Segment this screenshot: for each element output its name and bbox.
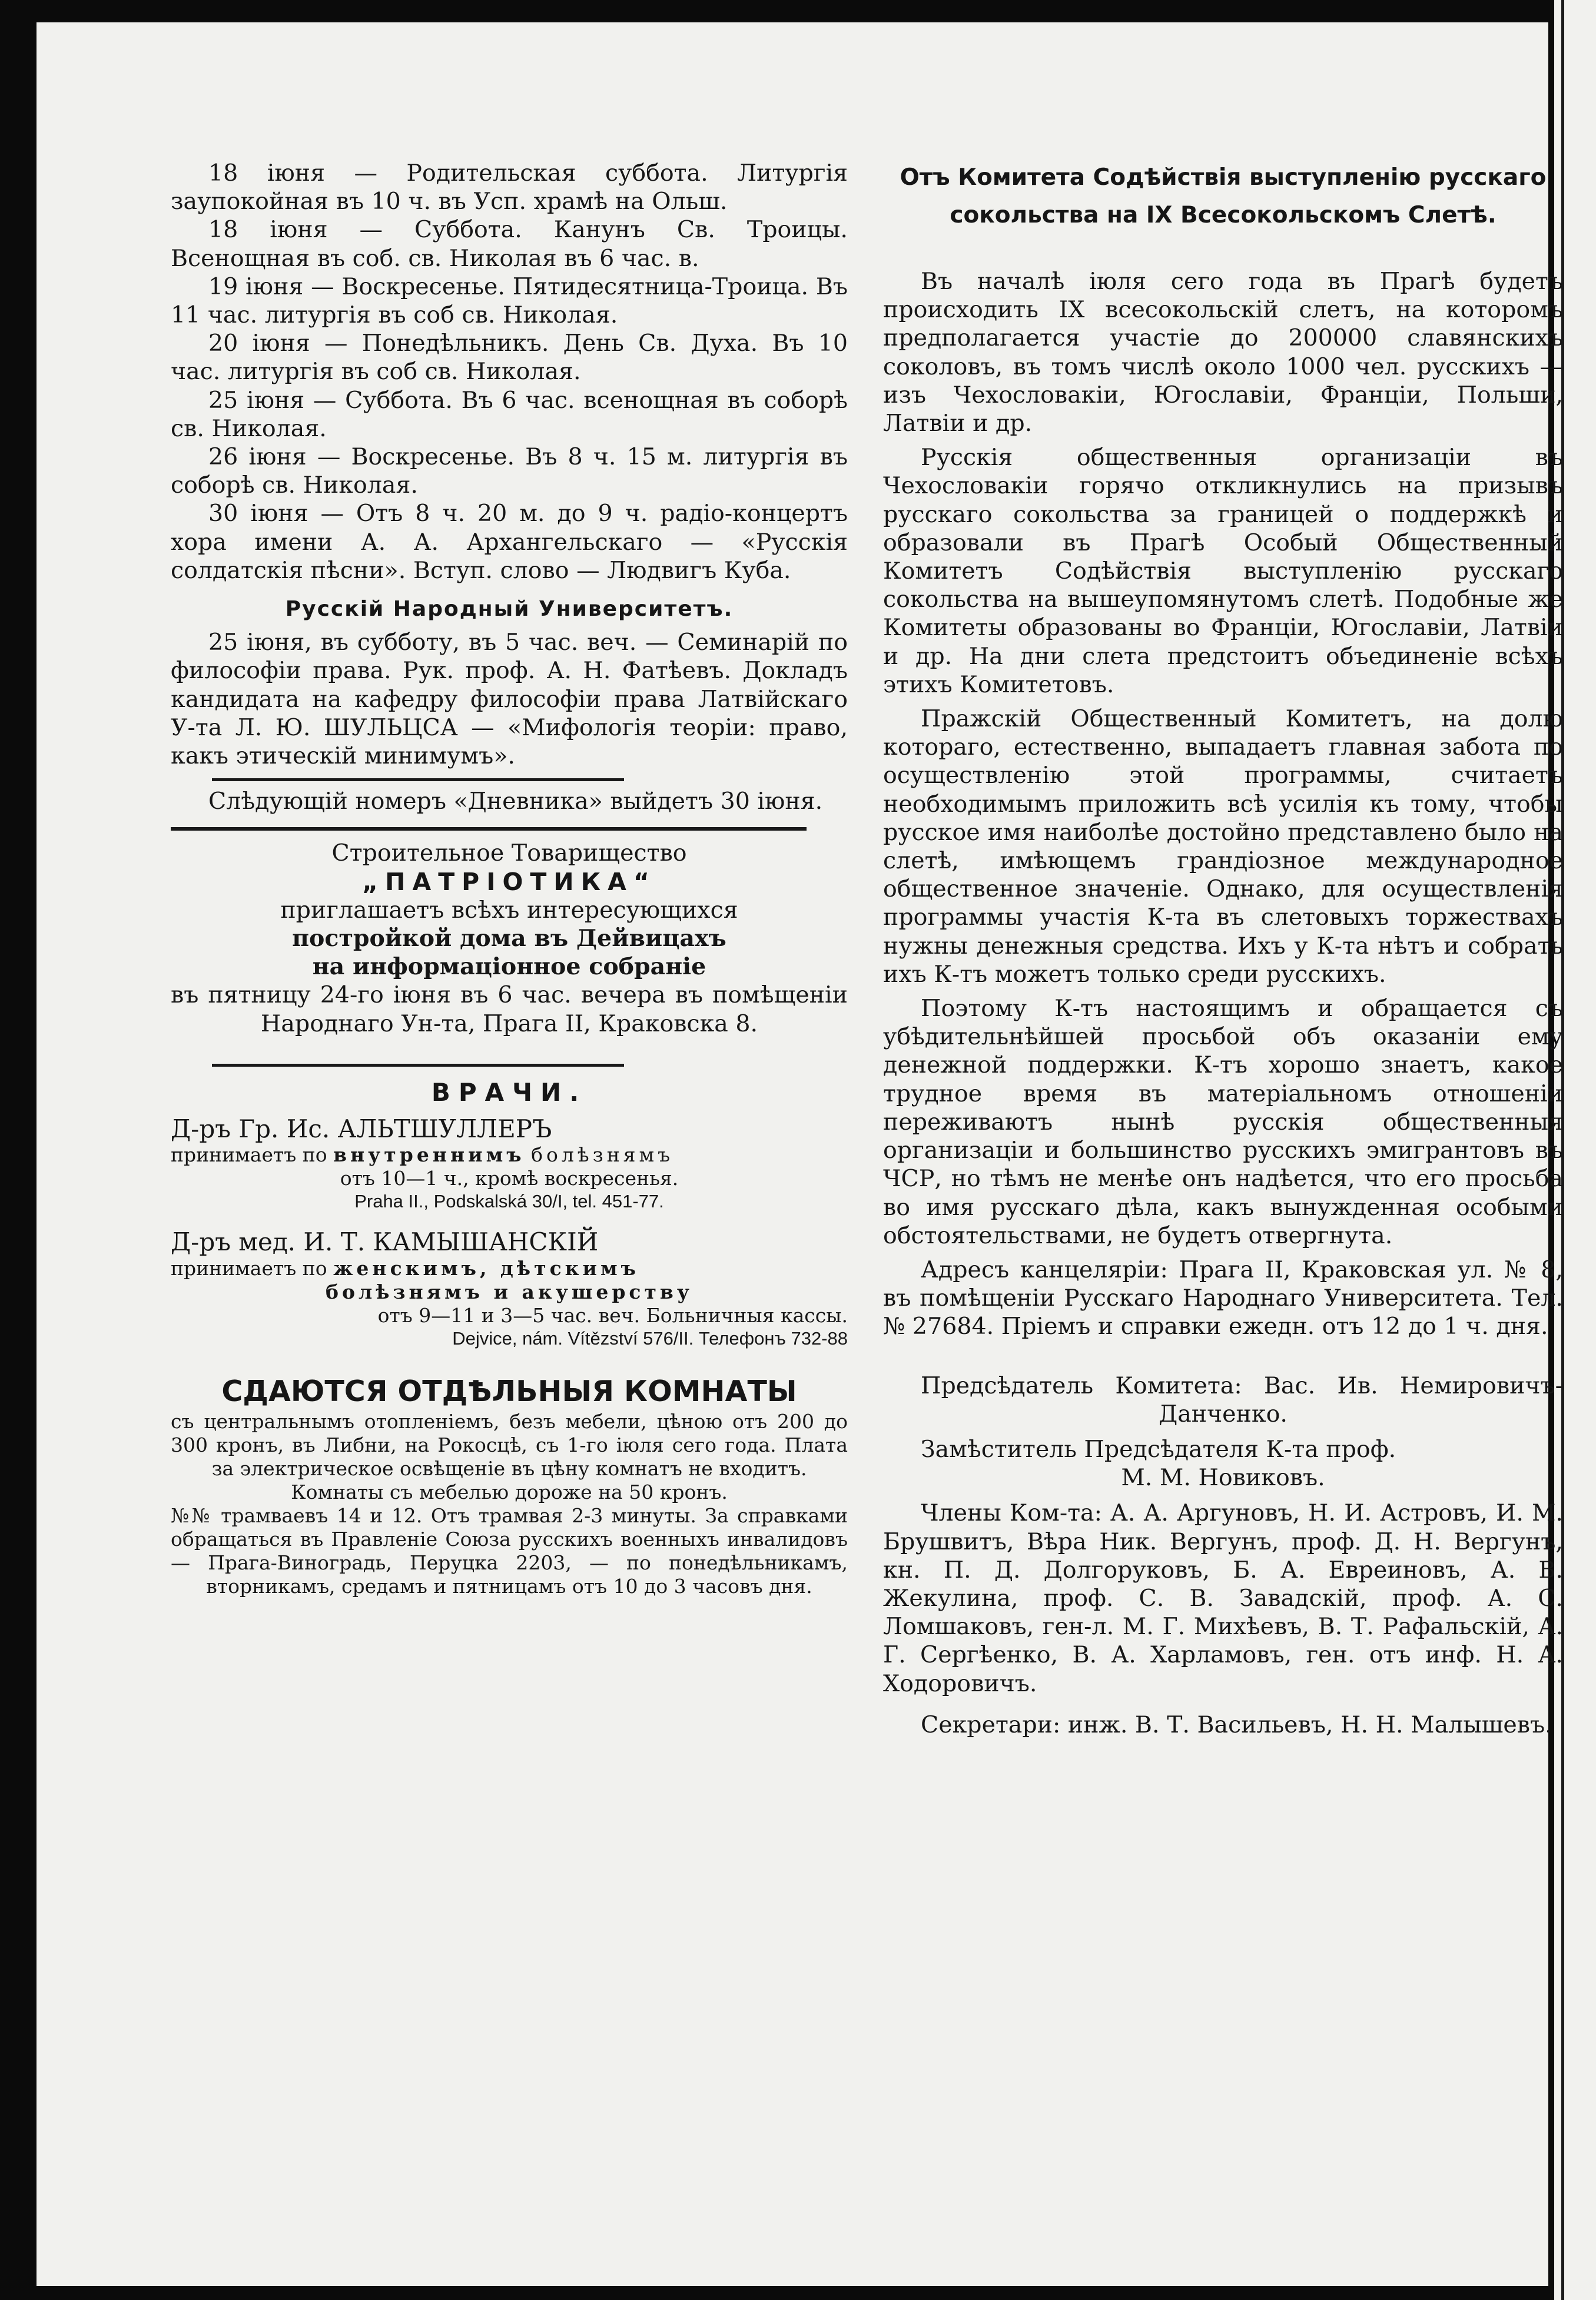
doctor-spec [171,1143,848,1167]
rooms-text: съ центральнымъ отопленіемъ, безъ мебели, цѣною отъ 200 до 300 кронъ, въ Либни, на Рокосцѣ, съ 1-го іюля сего года. Плата за электрическое освѣщеніе въ цѣну комнатъ не входитъ. [171,1409,848,1480]
ad-line: на информаціонное собраніе [312,953,706,981]
rooms-ad [171,1350,848,1598]
rooms-heading: СДАЮТСЯ ОТДѢЛЬНЫЯ КОМНАТЫ [221,1374,797,1408]
article-address: Адресъ канцеляріи: Прага II, Краковская ул. № 8, въ помѣщеніи Русскаго Народнаго Университета. Тел. № 27684. Пріемъ и справки ежедн. отъ 12 до 1 ч. дня. [883,1256,1563,1340]
next-issue-note: Слѣдующій номеръ «Дневника» выйдетъ 30 іюня. [208,788,823,815]
university-heading: Русскій Народный Университетъ. [285,597,734,622]
doctor-spec [171,1257,848,1280]
article-paragraph: Русскія общественныя организаціи въ Чехословакіи горячо откликнулись на призывъ русскаго сокольства за границей о поддержкѣ и образовали въ Прагѣ Особый Общественный Комитетъ Содѣйствія выступленію русскаго сокольства на вышеупомянутомъ слетѣ. Подобные же Комитеты образованы во Франціи, Югославіи, Латвіи и др. На дни слета предстоитъ объединеніе всѣхъ этихъ Комитетовъ. [883,444,1563,698]
schedule-item: 19 іюня — Воскресенье. Пятидесятница-Троица. Въ 11 час. литургія въ соб св. Николая. [171,273,848,329]
chairman-line: Предсѣдатель Комитета: Вас. Ив. Немировичъ-Данченко. [921,1372,1563,1428]
secretaries-line: Секретари: инж. В. Т. Васильевъ, Н. Н. Малышевъ. [921,1711,1552,1738]
deputy-line: Замѣститель Предсѣдателя К-та проф. [921,1435,1396,1463]
members-list: Члены Ком-та: А. А. Аргуновъ, Н. И. Астровъ, И. М. Брушвитъ, Вѣра Ник. Вергунъ, проф. Д. Н. Вергунъ, кн. П. Д. Долгоруковъ, Б. А. Евреиновъ, А. В. Жекулина, проф. С. В. Завадскій, проф. А. С. Ломшаковъ, ген-л. М. Г. Михѣевъ, В. Т. Рафальскій, А. Г. Сергѣенко, В. А. Харламовъ, ген. отъ инф. Н. А. Ходоровичъ. [883,1499,1563,1697]
ad-line: приглашаетъ всѣхъ интересующихся [280,896,738,924]
doctor-address: Dejvice, nám. Vítězství 576/II. Телефонъ 732-88 [452,1327,848,1349]
left-column [171,159,848,1598]
doctor-text: женскимъ, дѣтскимъ [333,1256,639,1280]
doctor-name: Д-ръ Гр. Ис. АЛЬТШУЛЛЕРЪ [171,1114,552,1144]
rooms-text: №№ трамваевъ 14 и 12. Отъ трамвая 2-3 минуты. За справками обращаться въ Правленіе Союза русскихъ военныхъ инвалидовъ — Прага-Виноградь, Перуцка 2203, — по понедѣльникамъ, вторникамъ, средамъ и пятницамъ отъ 10 до 3 часовъ дня. [171,1504,848,1598]
ad-line: Строительное Товарищество [331,839,687,867]
doctors-heading: ВРАЧИ. [431,1077,588,1107]
article-paragraph: Пражскій Общественный Комитетъ, на долю котораго, естественно, выпадаетъ главная забота по осуществленію этой программы, считаетъ необходимымъ приложить всѣ усилія къ тому, чтобы русское имя наиболѣе достойно представлено было на слетѣ, имѣющемъ грандіозное международное общественное значеніе. Однако, для осуществленія программы участія К-та въ слетовыхъ торжествахъ нужны денежныя средства. Ихъ у К-та нѣтъ и собрать ихъ К-тъ можетъ только среди русскихъ. [883,705,1563,988]
schedule-item: 30 іюня — Отъ 8 ч. 20 м. до 9 ч. радіо-концертъ хора имени А. А. Архангельскаго — «Русскія солдатскія пѣсни». Вступ. слово — Людвигъ Куба. [171,500,848,584]
ad-line: постройкой дома въ Дейвицахъ [292,925,726,952]
ad-line: въ пятницу 24-го іюня въ 6 час. вечера въ помѣщеніи Народнаго Ун-та, Прага II, Краковска 8. [171,981,848,1037]
doctor-text: принимаетъ по [171,1256,327,1280]
doctors-section [171,1067,848,1350]
doctor-text: принимаетъ по [171,1143,327,1167]
doctor-spec: болѣзнямъ и акушерству [326,1280,693,1303]
doctor-hours: отъ 10—1 ч., кромѣ воскресенья. [340,1167,679,1190]
schedule-item: 18 іюня — Суббота. Канунъ Св. Троицы. Всенощная въ соб. св. Николая въ 6 час. в. [171,216,848,272]
deputy-name: М. М. Новиковъ. [1121,1464,1325,1492]
article-paragraph: Поэтому К-тъ настоящимъ и обращается съ убѣдительнѣйшей просьбой объ оказаніи ему денежной поддержки. К-тъ хорошо знаетъ, какое трудное время въ матеріальномъ отношеніи переживаютъ нынѣ русскія общественныя организаціи и большинство русскихъ эмигрантовъ въ ЧСР, но тѣмъ не менѣе онъ надѣется, что его просьба во имя русскаго дѣла, какъ вынужденная особыми обстоятельствами, не будетъ отвергнута. [883,995,1563,1249]
article-title: Отъ Комитета Содѣйствія выступленію русскаго сокольства на IX Всесокольскомъ Слетѣ. [900,164,1547,228]
doctor-address: Praha II., Podskalská 30/I, tel. 451-77. [354,1191,664,1212]
article-paragraph: Въ началѣ іюля сего года въ Прагѣ будетъ происходить IX всесокольскій слетъ, на которомъ предполагается участіе до 200000 славянскихъ соколовъ, въ томъ числѣ около 1000 чел. русскихъ — изъ Чехословакіи, Югославіи, Франціи, Польши, Латвіи и др. [883,268,1563,437]
company-name: „ПАТРІОТИКА“ [362,867,656,896]
divider [212,778,624,781]
patriotika-ad [171,831,848,1037]
doctor-hours: отъ 9—11 и 3—5 час. веч. Больничныя кассы. [377,1303,848,1327]
doctor-text: внутреннимъ [333,1143,525,1167]
schedule-item: 18 іюня — Родительская суббота. Литургія заупокойная въ 10 ч. въ Усп. храмѣ на Ольш. [171,160,848,215]
right-column [883,159,1563,1739]
doctor-name: Д-ръ мед. И. Т. КАМЫШАНСКІЙ [171,1227,599,1257]
schedule-item: 20 іюня — Понедѣльникъ. День Св. Духа. Въ 10 час. литургія въ соб св. Николая. [171,330,848,386]
rooms-text: Комнаты съ мебелью дороже на 50 кронъ. [291,1480,728,1504]
university-text: 25 іюня, въ субботу, въ 5 час. веч. — Семинарій по философіи права. Рук. проф. А. Н. Фатѣевъ. Докладъ кандидата на кафедру философіи права Латвійскаго У-та Л. Ю. ШУЛЬЦСА — «Мифологія теоріи: право, какъ этическій минимумъ». [171,629,848,770]
schedule-item: 26 іюня — Воскресенье. Въ 8 ч. 15 м. литургія въ соборѣ св. Николая. [171,443,848,499]
doctor-text: болѣзнямъ [531,1143,674,1167]
schedule-item: 25 іюня — Суббота. Въ 6 час. всенощная въ соборѣ св. Николая. [171,386,848,442]
